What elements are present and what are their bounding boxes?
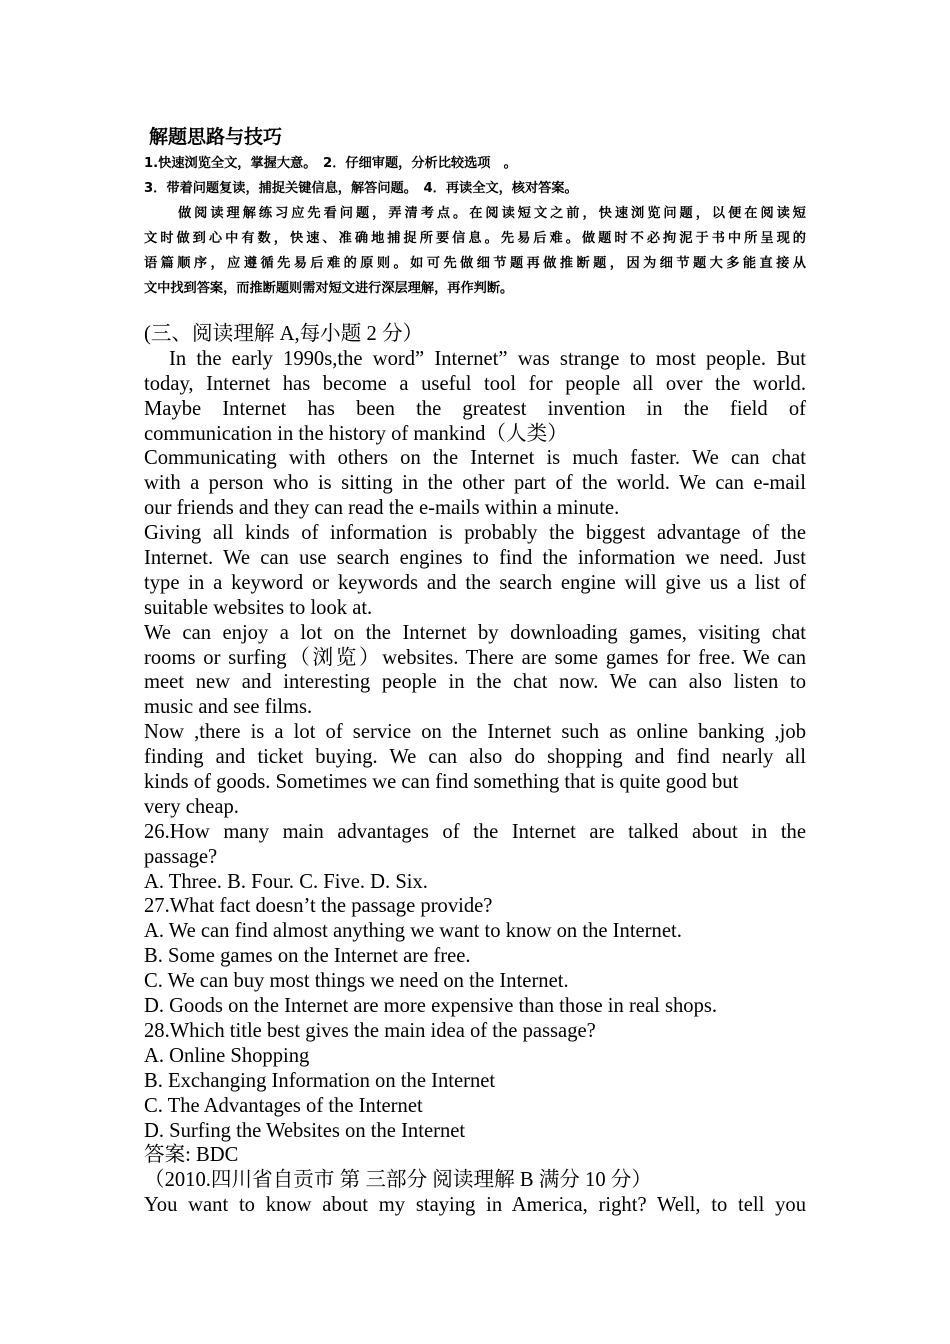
passage-line: with a person who is sitting in the other part of the world. We can e-mail: [144, 472, 806, 495]
tips-heading: 解题思路与技巧: [149, 126, 283, 148]
option-line: D. Surfing the Websites on the Internet: [144, 1119, 466, 1142]
section-heading: （2010.四川省自贡市 第 三部分 阅读理解 B 满分 10 分）: [144, 1169, 652, 1192]
tips-line: 3．带着问题复读，捕捉关键信息，解答问题。 4．再读全文，核对答案。: [144, 181, 578, 196]
passage-line: finding and ticket buying. We can also do shopping and find nearly all: [144, 746, 806, 769]
tips-line: 文时做到心中有数，快速、准确地捕捉所要信息。先易后难。做题时不必拘泥于书中所呈现的: [144, 231, 806, 246]
passage-line: Communicating with others on the Internet is much faster. We can chat: [144, 447, 806, 470]
passage-line: In the early 1990s,the word” Internet” was strange to most people. But: [169, 347, 806, 370]
option-line: C. We can buy most things we need on the Internet.: [144, 970, 569, 993]
passage-line: We can enjoy a lot on the Internet by downloading games, visiting chat: [144, 621, 806, 644]
passage-line: suitable websites to look at.: [144, 596, 373, 619]
passage-line: Internet. We can use search engines to find the information we need. Just: [144, 547, 806, 570]
passage-line: Giving all kinds of information is probably the biggest advantage of the: [144, 522, 806, 545]
passage-line: communication in the history of mankind（人类）: [144, 422, 568, 445]
option-line: B. Exchanging Information on the Internet: [144, 1069, 496, 1092]
passage-line: meet new and interesting people in the chat now. We can also listen to: [144, 671, 806, 694]
passage-line: our friends and they can read the e-mails within a minute.: [144, 497, 620, 520]
passage-line: very cheap.: [144, 795, 239, 818]
passage-line: kinds of goods. Sometimes we can find something that is quite good but: [144, 771, 739, 794]
option-line: A. We can find almost anything we want to know on the Internet.: [144, 920, 682, 943]
passage-line: music and see films.: [144, 696, 313, 719]
tips-line: 语篇顺序，应遵循先易后难的原则。如可先做细节题再做推断题，因为细节题大多能直接从: [144, 256, 806, 271]
option-line: C. The Advantages of the Internet: [144, 1094, 423, 1117]
question-line: 27.What fact doesn’t the passage provide?: [144, 895, 493, 918]
passage-line: Maybe Internet has been the greatest invention in the field of: [144, 397, 806, 420]
option-line: D. Goods on the Internet are more expensive than those in real shops.: [144, 995, 718, 1018]
passage-line: rooms or surfing（浏览）websites. There are some games for free. We can: [144, 646, 806, 669]
answer-line: 答案: BDC: [144, 1144, 239, 1167]
tips-line: 文中找到答案，而推断题则需对短文进行深层理解，再作判断。: [144, 281, 514, 296]
question-line: 28.Which title best gives the main idea of the passage?: [144, 1019, 596, 1042]
question-line: 26.How many main advantages of the Internet are talked about in the: [144, 820, 806, 843]
tips-section: [144, 151, 806, 301]
section-heading: (三、阅读理解 A,每小题 2 分）: [144, 323, 424, 345]
tips-line: 做阅读理解练习应先看问题，弄清考点。在阅读短文之前，快速浏览问题，以便在阅读短: [178, 206, 806, 221]
option-line: A. Three. B. Four. C. Five. D. Six.: [144, 870, 428, 893]
passage-line: today, Internet has become a useful tool for people all over the world.: [144, 372, 806, 395]
option-line: A. Online Shopping: [144, 1044, 310, 1067]
question-line: passage?: [144, 845, 218, 868]
passage-line: You want to know about my staying in America, right? Well, to tell you: [144, 1194, 806, 1217]
reading-section: [144, 322, 806, 1218]
passage-line: Now ,there is a lot of service on the Internet such as online banking ,job: [144, 721, 806, 744]
tips-line: 1.快速浏览全文，掌握大意。 2．仔细审题，分析比较选项 。: [144, 156, 517, 171]
passage-line: type in a keyword or keywords and the search engine will give us a list of: [144, 571, 806, 594]
option-line: B. Some games on the Internet are free.: [144, 945, 471, 968]
